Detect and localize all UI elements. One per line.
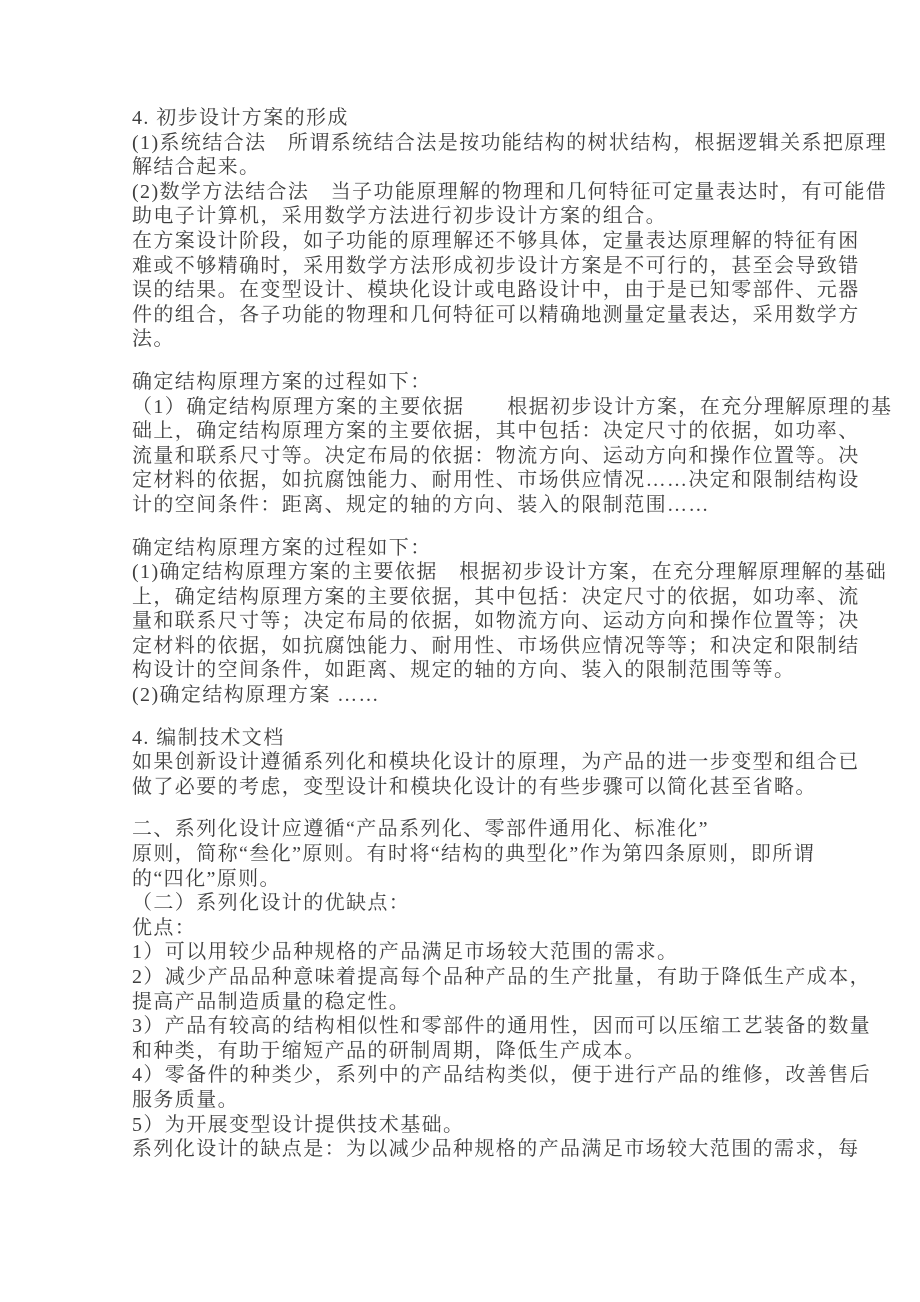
- text-line: 在方案设计阶段，如子功能的原理解还不够具体，定量表达原理解的特征有困: [132, 229, 860, 252]
- text-line: 确定结构原理方案的过程如下：: [132, 536, 432, 559]
- section-technical-documentation: [132, 726, 860, 800]
- text-line: 助电子计算机，采用数学方法进行初步设计方案的组合。: [132, 205, 667, 228]
- text-line: 定材料的依据，如抗腐蚀能力、耐用性、市场供应情况……决定和限制结构设: [132, 469, 860, 492]
- text-line: 做了必要的考虑，变型设计和模块化设计的有些步骤可以简化甚至省略。: [132, 775, 817, 798]
- section-structure-principle-process-second: [132, 536, 888, 708]
- text-line: 3）产品有较高的结构相似性和零部件的通用性，因而可以压缩工艺装备的数量: [132, 1015, 871, 1038]
- text-line: 量和联系尺寸等；决定布局的依据，如物流方向、运动方向和操作位置等；决: [132, 610, 860, 633]
- text-line: (1)确定结构原理方案的主要依据 根据初步设计方案，在充分理解原理解的基础: [132, 561, 888, 584]
- text-line: 提高产品制造质量的稳定性。: [132, 990, 411, 1013]
- text-line: 件的组合，各子功能的物理和几何特征可以精确地测量定量表达，采用数学方: [132, 303, 860, 326]
- text-line: 4）零备件的种类少，系列中的产品结构类似，便于进行产品的维修，改善售后: [132, 1064, 871, 1087]
- text-line: (2)数学方法结合法 当子功能原理解的物理和几何特征可定量表达时，有可能借: [132, 180, 888, 203]
- text-line: 法。: [132, 328, 175, 351]
- text-line: 确定结构原理方案的过程如下：: [132, 370, 432, 393]
- text-line: 5）为开展变型设计提供技术基础。: [132, 1113, 465, 1136]
- text-line: 系列化设计的缺点是：为以减少品种规格的产品满足市场较大范围的需求，每: [132, 1138, 860, 1161]
- text-line: 4. 编制技术文档: [132, 726, 285, 749]
- text-line: 服务质量。: [132, 1088, 239, 1111]
- text-line: 误的结果。在变型设计、模块化设计或电路设计中，由于是已知零部件、元器: [132, 279, 860, 302]
- text-line: 如果创新设计遵循系列化和模块化设计的原理，为产品的进一步变型和组合已: [132, 751, 860, 774]
- section-serialization-design-principles: [132, 817, 871, 1161]
- text-line: (2)确定结构原理方案 ……: [132, 684, 380, 707]
- text-line: 优点：: [132, 916, 197, 939]
- section-preliminary-design-plan-formation: [132, 106, 888, 352]
- text-line: 础上，确定结构原理方案的主要依据，其中包括：决定尺寸的依据，如功率、: [132, 420, 860, 443]
- text-line: 定材料的依据，如抗腐蚀能力、耐用性、市场供应情况等等；和决定和限制结: [132, 634, 860, 657]
- text-line: 流量和联系尺寸等。决定布局的依据：物流方向、运动方向和操作位置等。决: [132, 444, 860, 467]
- text-line: 的“四化”原则。: [132, 867, 281, 890]
- text-line: 上，确定结构原理方案的主要依据，其中包括：决定尺寸的依据，如功率、流: [132, 585, 860, 608]
- text-line: 原则，简称“叁化”原则。有时将“结构的典型化”作为第四条原则，即所谓: [132, 843, 816, 866]
- text-line: 计的空间条件：距离、规定的轴的方向、装入的限制范围……: [132, 493, 710, 516]
- text-line: 二、系列化设计应遵循“产品系列化、零部件通用化、标准化”: [132, 818, 709, 841]
- text-line: （1）确定结构原理方案的主要依据 根据初步设计方案，在充分理解原理的基: [132, 395, 893, 418]
- text-line: 和种类，有助于缩短产品的研制周期，降低生产成本。: [132, 1039, 646, 1062]
- text-line: 1）可以用较少品种规格的产品满足市场较大范围的需求。: [132, 941, 679, 964]
- text-line: （二）系列化设计的优缺点：: [132, 892, 411, 915]
- text-line: 构设计的空间条件，如距离、规定的轴的方向、装入的限制范围等等。: [132, 659, 796, 682]
- section-structure-principle-process-first: [132, 370, 893, 518]
- text-line: (1)系统结合法 所谓系统结合法是按功能结构的树状结构，根据逻辑关系把原理: [132, 131, 888, 154]
- text-line: 2）减少产品品种意味着提高每个品种产品的生产批量，有助于降低生产成本，: [132, 966, 871, 988]
- text-line: 解结合起来。: [132, 156, 261, 179]
- document-body: [132, 106, 893, 1162]
- text-line: 4. 初步设计方案的形成: [132, 107, 349, 129]
- text-line: 难或不够精确时，采用数学方法形成初步设计方案是不可行的，甚至会导致错: [132, 254, 860, 277]
